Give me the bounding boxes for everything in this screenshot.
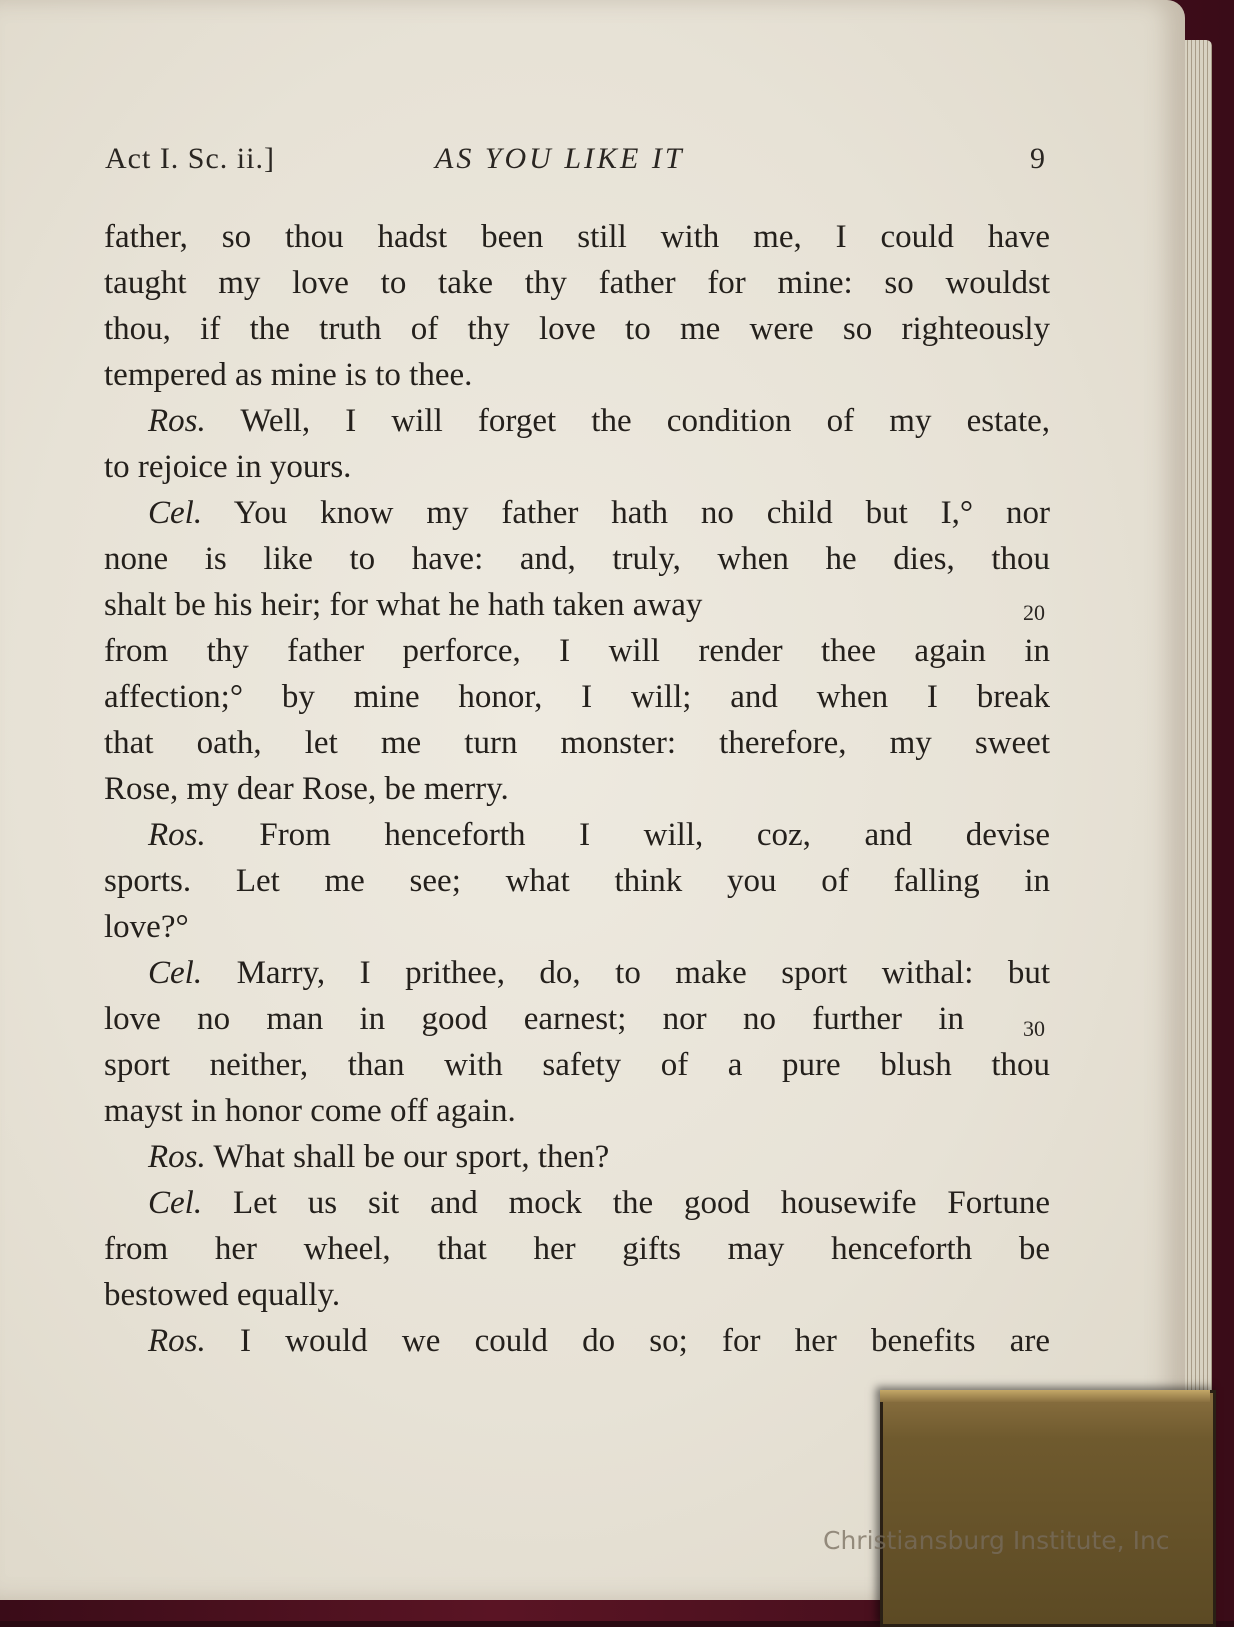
text-line: sport neither, than with safety of a pure blush thou	[104, 1047, 1050, 1083]
text-line: Rose, my dear Rose, be merry.	[104, 771, 509, 807]
speech-line: Ros. Well, I will forget the condition of my estate,	[148, 403, 1051, 439]
text-line: to rejoice in yours.	[104, 449, 352, 485]
speaker-name: Ros.	[148, 403, 206, 439]
speaker-name: Ros.	[148, 817, 206, 853]
play-title: AS YOU LIKE IT	[435, 142, 685, 175]
text-line: from her wheel, that her gifts may henceforth be	[104, 1231, 1050, 1267]
text-line: that oath, let me turn monster: therefore, my sweet	[104, 725, 1050, 761]
speaker-name: Cel.	[148, 1185, 203, 1221]
text-line: love no man in good earnest; nor no further in	[104, 1001, 964, 1037]
line-number-20: 20	[1023, 600, 1045, 625]
line-number-30: 30	[1023, 1016, 1045, 1041]
speech-line: Ros. What shall be our sport, then?	[148, 1139, 610, 1175]
speaker-name: Ros.	[148, 1139, 206, 1175]
text-line: thou, if the truth of thy love to me were so righteously	[104, 311, 1050, 347]
speaker-name: Ros.	[148, 1323, 206, 1359]
speaker-name: Cel.	[148, 955, 203, 991]
text-line: none is like to have: and, truly, when he dies, thou	[104, 541, 1050, 577]
running-header	[105, 142, 1045, 178]
body-text	[104, 214, 1050, 1364]
page-number: 9	[1030, 142, 1045, 175]
metal-book-clip-edge	[880, 1390, 1210, 1402]
speech-line: Ros. From henceforth I will, coz, and devise	[148, 817, 1051, 853]
speaker-name: Cel.	[148, 495, 203, 531]
text-line: father, so thou hadst been still with me, I could have	[104, 219, 1050, 255]
text-line: mayst in honor come off again.	[104, 1093, 516, 1129]
text-line: sports. Let me see; what think you of falling in	[104, 863, 1050, 899]
speech-line: Ros. I would we could do so; for her benefits are	[148, 1323, 1051, 1359]
text-line: taught my love to take thy father for mine: so wouldst	[104, 265, 1050, 301]
text-line: affection;° by mine honor, I will; and when I break	[104, 679, 1050, 715]
text-line: from thy father perforce, I will render thee again in	[104, 633, 1050, 669]
act-scene-label: Act I. Sc. ii.]	[105, 142, 275, 175]
speech-line: Cel. Marry, I prithee, do, to make sport withal: but	[148, 955, 1051, 991]
text-line: love?°	[104, 909, 189, 945]
text-line: bestowed equally.	[104, 1277, 341, 1313]
watermark: Christiansburg Institute, Inc	[823, 1526, 1170, 1555]
text-line: tempered as mine is to thee.	[104, 357, 473, 393]
speech-line: Cel. You know my father hath no child but I,° nor	[148, 495, 1050, 531]
text-line: shalt be his heir; for what he hath taken away	[104, 587, 703, 623]
speech-line: Cel. Let us sit and mock the good housewife Fortune	[148, 1185, 1050, 1221]
metal-book-clip	[880, 1390, 1216, 1627]
